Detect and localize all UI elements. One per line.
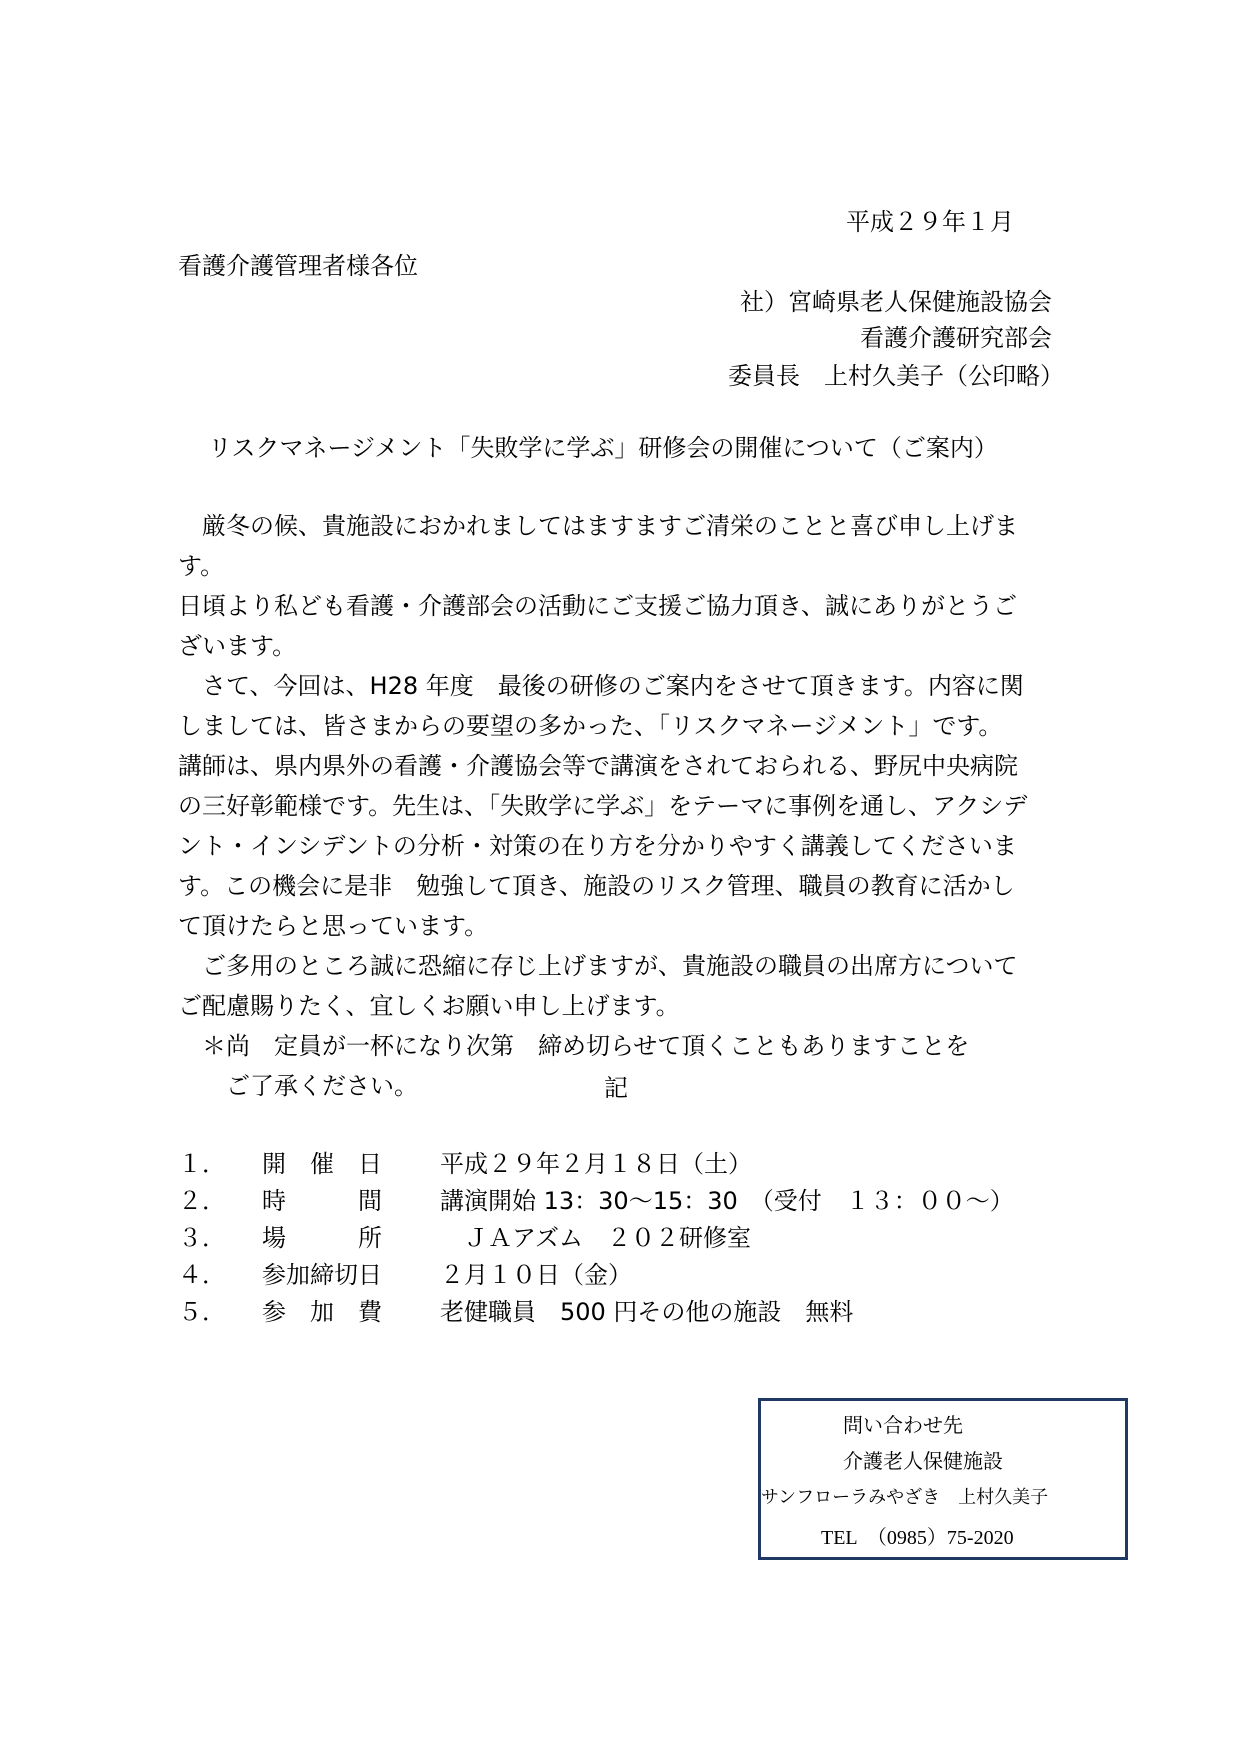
sender-department: 看護介護研究部会	[860, 324, 1052, 352]
item-label: 開 催 日	[262, 1150, 382, 1178]
contact-name: サンフローラみやざき 上村久美子	[761, 1487, 1049, 1507]
detail-item	[178, 1220, 1078, 1257]
item-label: 参加締切日	[262, 1261, 382, 1289]
document-title: リスクマネージメント「失敗学に学ぶ」研修会の開催について（ご案内）	[208, 434, 998, 462]
contact-tel: TEL （0985）75-2020	[821, 1527, 1014, 1549]
detail-item	[178, 1294, 1078, 1331]
body-line: の三好彰範様です。先生は、「失敗学に学ぶ」をテーマに事例を通し、アクシデ	[178, 792, 1028, 820]
body-line: 講師は、県内県外の看護・介護協会等で講演をされておられる、野尻中央病院	[178, 752, 1018, 780]
recipient: 看護介護管理者様各位	[178, 252, 418, 280]
body-line: ご了承ください。	[178, 1072, 418, 1100]
detail-item	[178, 1146, 1078, 1183]
body-line: しましては、皆さまからの要望の多かった、「リスクマネージメント」です。	[178, 712, 1003, 740]
item-number: １．	[178, 1150, 226, 1178]
body-line: て頂けたらと思っています。	[178, 912, 489, 940]
item-value: 平成２９年２月１８日（土）	[440, 1150, 752, 1178]
item-number: ４．	[178, 1261, 226, 1289]
item-value: ＪＡアズム ２０２研修室	[440, 1224, 752, 1252]
ki-heading: 記	[604, 1074, 628, 1102]
body-line: ＊尚 定員が一杯になり次第 締め切らせて頂くこともありますことを	[178, 1032, 970, 1060]
contact-box	[758, 1398, 1128, 1560]
contact-heading: 問い合わせ先	[843, 1415, 963, 1437]
item-value: 講演開始 13：30～15：30 （受付 １３：００～）	[440, 1187, 1014, 1215]
item-value: 老健職員 500 円その他の施設 無料	[440, 1298, 854, 1326]
item-number: ２．	[178, 1187, 226, 1215]
sender-chair: 委員長 上村久美子（公印略）	[728, 362, 1064, 390]
item-label: 時 間	[262, 1187, 382, 1215]
contact-facility: 介護老人保健施設	[843, 1451, 1003, 1473]
detail-item	[178, 1257, 1078, 1294]
body-line: 厳冬の候、貴施設におかれましてはますますご清栄のことと喜び申し上げま	[178, 512, 1018, 540]
item-label: 場 所	[262, 1224, 382, 1252]
item-value: ２月１０日（金）	[440, 1261, 632, 1289]
detail-item	[178, 1183, 1078, 1220]
body-line: ご多用のところ誠に恐縮に存じ上げますが、貴施設の職員の出席方について	[178, 952, 1018, 980]
body-line: ざいます。	[178, 632, 297, 660]
item-number: ５．	[178, 1298, 226, 1326]
body-line: さて、今回は、H28 年度 最後の研修のご案内をさせて頂きます。内容に関	[178, 672, 1024, 700]
details-list	[178, 1146, 1078, 1331]
body-line: す。	[178, 552, 225, 580]
document-date: 平成２９年１月	[846, 208, 1014, 236]
body-line: 日頃より私ども看護・介護部会の活動にご支援ご協力頂き、誠にありがとうご	[178, 592, 1018, 620]
item-label: 参 加 費	[262, 1298, 382, 1326]
body-line: ント・インシデントの分析・対策の在り方を分かりやすく講義してくださいま	[178, 832, 1017, 860]
body-text	[178, 506, 1062, 1106]
sender-organization: 社）宮崎県老人保健施設協会	[740, 288, 1052, 316]
body-line: す。この機会に是非 勉強して頂き、施設のリスク管理、職員の教育に活かし	[178, 872, 1015, 900]
body-line: ご配慮賜りたく、宜しくお願い申し上げます。	[178, 992, 680, 1020]
item-number: ３．	[178, 1224, 226, 1252]
